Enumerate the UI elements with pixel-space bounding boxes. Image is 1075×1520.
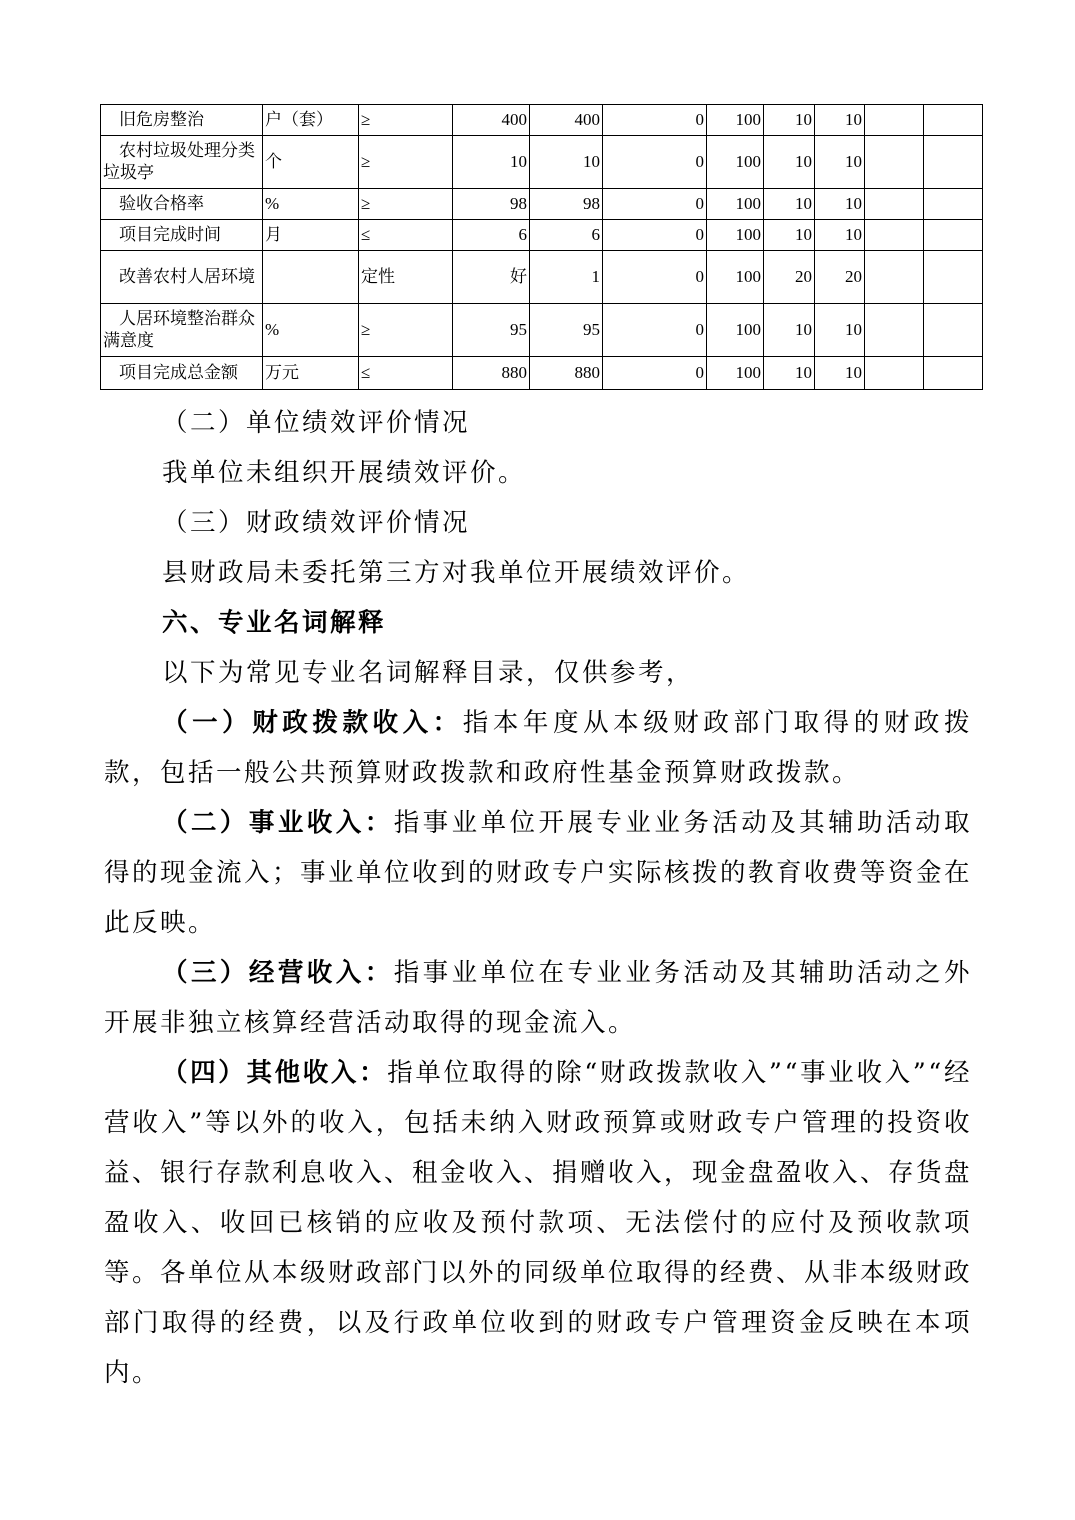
glossary-item [104,798,972,948]
glossary-definition: 指单位取得的除“财政拨款收入”“事业收入”“经营收入”等以外的收入，包括未纳入财政预算或财政专户管理的投资收益、银行存款利息收入、租金收入、捐赠收入，现金盘盈收入、存货盘盈收入、收回已核销的应收及预付款项、无法偿付的应付及预收款项等。各单位从本级财政部门以外的同级单位取得的经费、从非本级财政部门取得的经费，以及行政单位收到的财政专户管理资金反映在本项内。 [104,1058,973,1388]
target-value: 10 [453,136,530,189]
score-value: 20 [815,251,865,304]
score-rate: 100 [707,136,764,189]
score-rate: 100 [707,105,764,136]
actual-value: 10 [530,136,603,189]
section-heading-unit-evaluation: （二）单位绩效评价情况 [162,408,471,438]
score-value: 10 [815,304,865,357]
indicator-unit: 万元 [263,357,359,390]
deviation-value: 0 [603,220,707,251]
weight-value: 10 [764,304,815,357]
empty-cell [865,357,924,390]
empty-cell [924,189,983,220]
indicator-unit [263,251,359,304]
empty-cell [924,105,983,136]
deviation-value: 0 [603,105,707,136]
target-value: 95 [453,304,530,357]
indicator-unit: 个 [263,136,359,189]
indicator-operator: ≥ [359,304,453,357]
empty-cell [924,251,983,304]
indicator-name: 项目完成总金额 [101,357,263,390]
glossary-item [104,698,972,798]
deviation-value: 0 [603,189,707,220]
empty-cell [865,304,924,357]
table-row [101,304,983,357]
actual-value: 400 [530,105,603,136]
indicator-operator: ≥ [359,105,453,136]
weight-value: 10 [764,357,815,390]
deviation-value: 0 [603,136,707,189]
score-value: 10 [815,136,865,189]
indicator-unit: % [263,189,359,220]
glossary-heading: 六、专业名词解释 [162,608,387,638]
weight-value: 10 [764,136,815,189]
glossary-term: （二）事业收入： [162,808,394,838]
indicator-operator: ≤ [359,357,453,390]
target-value: 好 [453,251,530,304]
empty-cell [865,105,924,136]
score-value: 10 [815,189,865,220]
empty-cell [865,136,924,189]
empty-cell [924,220,983,251]
indicator-unit: 户（套） [263,105,359,136]
target-value: 98 [453,189,530,220]
table-row [101,251,983,304]
indicator-name: 农村垃圾处理分类垃圾亭 [101,136,263,189]
target-value: 400 [453,105,530,136]
empty-cell [865,220,924,251]
table-row [101,189,983,220]
glossary-definition: 指事业单位开展专业业务活动及其辅助活动取得的现金流入；事业单位收到的财政专户实际核拨的教育收费等资金在此反映。 [104,808,973,938]
score-rate: 100 [707,251,764,304]
target-value: 880 [453,357,530,390]
deviation-value: 0 [603,357,707,390]
fiscal-evaluation-text: 县财政局未委托第三方对我单位开展绩效评价。 [162,558,751,588]
table-row [101,220,983,251]
deviation-value: 0 [603,251,707,304]
glossary-definition: 指事业单位在专业业务活动及其辅助活动之外开展非独立核算经营活动取得的现金流入。 [104,958,972,1038]
deviation-value: 0 [603,304,707,357]
empty-cell [924,304,983,357]
score-value: 10 [815,220,865,251]
glossary-item [104,948,972,1048]
indicator-operator: ≥ [359,189,453,220]
empty-cell [924,136,983,189]
actual-value: 1 [530,251,603,304]
performance-indicator-table [100,104,983,390]
glossary-term: （四）其他收入： [162,1058,388,1088]
section-heading-fiscal-evaluation: （三）财政绩效评价情况 [162,508,471,538]
unit-evaluation-text: 我单位未组织开展绩效评价。 [162,458,527,488]
actual-value: 98 [530,189,603,220]
indicator-name: 改善农村人居环境 [101,251,263,304]
empty-cell [924,357,983,390]
glossary-item [104,1048,972,1398]
glossary-intro: 以下为常见专业名词解释目录，仅供参考， [162,658,695,688]
glossary-definition: 指本年度从本级财政部门取得的财政拨款，包括一般公共预算财政拨款和政府性基金预算财政拨款。 [104,708,972,788]
indicator-operator: 定性 [359,251,453,304]
table-row [101,357,983,390]
actual-value: 6 [530,220,603,251]
weight-value: 10 [764,189,815,220]
glossary-term: （一）财政拨款收入： [162,708,463,738]
indicator-operator: ≥ [359,136,453,189]
indicator-unit: % [263,304,359,357]
indicator-name: 旧危房整治 [101,105,263,136]
weight-value: 20 [764,251,815,304]
actual-value: 95 [530,304,603,357]
indicator-name: 验收合格率 [101,189,263,220]
indicator-operator: ≤ [359,220,453,251]
table-row [101,105,983,136]
score-value: 10 [815,105,865,136]
weight-value: 10 [764,105,815,136]
target-value: 6 [453,220,530,251]
empty-cell [865,189,924,220]
indicator-unit: 月 [263,220,359,251]
weight-value: 10 [764,220,815,251]
score-rate: 100 [707,189,764,220]
table-row [101,136,983,189]
glossary-term: （三）经营收入： [162,958,394,988]
score-rate: 100 [707,220,764,251]
score-rate: 100 [707,357,764,390]
empty-cell [865,251,924,304]
document-body [104,398,972,1398]
score-rate: 100 [707,304,764,357]
indicator-name: 人居环境整治群众满意度 [101,304,263,357]
actual-value: 880 [530,357,603,390]
score-value: 10 [815,357,865,390]
indicator-name: 项目完成时间 [101,220,263,251]
